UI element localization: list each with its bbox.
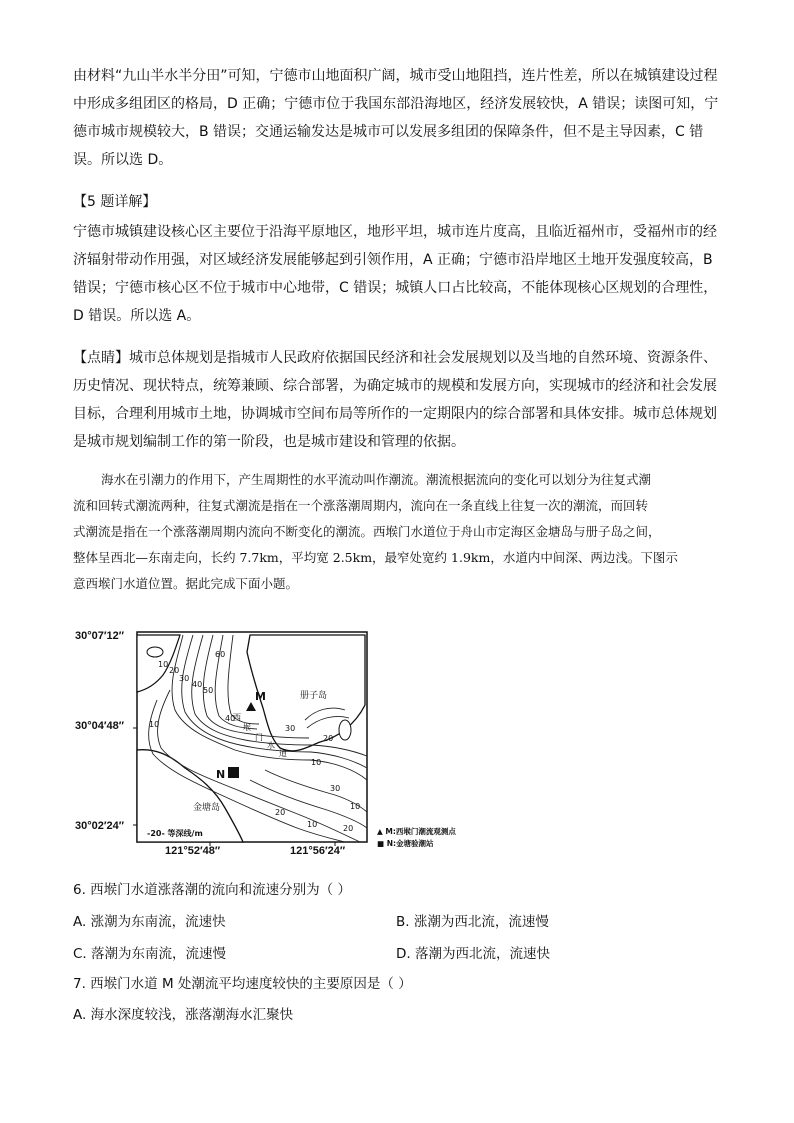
depth-label: 10 (149, 720, 160, 729)
depth-label: 20 (343, 824, 354, 833)
depth-label: 10 (158, 660, 169, 669)
depth-label: 10 (311, 758, 322, 767)
depth-label: 50 (203, 686, 214, 695)
text-line: 历史情况、现状特点，统筹兼顾、综合部署，为确定城市的规模和发展方向，实现城市的经济和社会发展 (73, 378, 717, 394)
text-line: 误。所以选 D。 (73, 152, 173, 168)
text-line: 海水在引潮力的作用下，产生周期性的水平流动叫作潮流。潮流根据流向的变化可以划分为往复式潮 (101, 472, 652, 487)
depth-label: 40 (192, 680, 203, 689)
depth-label: 20 (275, 808, 286, 817)
lat-label-top: 30°07′12″ (75, 630, 125, 642)
legend-n: ■ N:金塘验潮站 (377, 839, 434, 848)
text-line: 中形成多组团区的格局，D 正确；宁德市位于我国东部沿海地区，经济发展较快，A 错误；读图可知，宁 (73, 96, 719, 112)
text-line: 式潮流是指在一个涨落潮周期内流向不断变化的潮流。西堠门水道位于舟山市定海区金塘岛与册子岛之间， (73, 524, 661, 539)
channel-map-figure (75, 630, 495, 860)
depth-label: 30 (179, 674, 190, 683)
text-line: 意西堠门水道位置。据此完成下面小题。 (73, 576, 299, 591)
q6-stem: 6. 西堠门水道涨落潮的流向和流速分别为（ ） (73, 882, 351, 898)
q6-option-c: C. 落潮为东南流，流速慢 (73, 946, 227, 962)
n-tide-station-marker (228, 767, 239, 778)
depth-legend: -20- 等深线/m (147, 829, 203, 838)
text-line: 错误；宁德市核心区不位于城市中心地带，C 错误；城镇人口占比较高，不能体现核心区规划的合理性， (73, 280, 718, 296)
text-line: 德市城市规模较大，B 错误；交通运输发达是城市可以发展多组团的保障条件，但不是主导因素，C 错 (73, 124, 704, 140)
text-line: 【点睛】城市总体规划是指城市人民政府依据国民经济和社会发展规划以及当地的自然环境、资源条件、 (73, 350, 717, 366)
q7-option-a: A. 海水深度较浅，涨落潮海水汇聚快 (73, 1007, 294, 1023)
channel-label-char: 堠 (243, 723, 251, 732)
lat-label-mid: 30°04′48″ (75, 720, 125, 732)
q6-option-a: A. 涨潮为东南流，流速快 (73, 914, 226, 930)
text-line: 济辐射带动作用强，对区域经济发展能够起到引领作用，A 正确；宁德市沿岸地区土地开发强度较高，B (73, 252, 713, 268)
point-n-label: N (216, 768, 226, 781)
legend-m: ▲ M:西堠门潮流观测点 (377, 827, 456, 836)
depth-label: 30 (330, 784, 341, 793)
key-point-paragraph (73, 344, 723, 456)
q6-option-d: D. 落潮为西北流，流速快 (396, 946, 550, 962)
q6-option-b: B. 涨潮为西北流，流速慢 (396, 914, 549, 930)
channel-label-char: 水 (267, 741, 275, 750)
text-line: D 错误。所以选 A。 (73, 308, 201, 324)
channel-label-char: 门 (255, 733, 263, 742)
text-line: 宁德市城镇建设核心区主要位于沿海平原地区，地形平坦，城市连片度高，且临近福州市，受福州市的经 (73, 224, 717, 240)
text-line: 流和回转式潮流两种，往复式潮流是指在一个涨落潮周期内，流向在一条直线上往复一次的潮流，而回转 (73, 498, 649, 513)
answer-paragraph-5 (73, 218, 723, 330)
depth-label: 40 (225, 714, 236, 723)
q7-stem: 7. 西堠门水道 M 处潮流平均速度较快的主要原因是（ ） (73, 976, 412, 992)
text-line: 整体呈西北—东南走向，长约 7.7km，平均宽 2.5km，最窄处宽约 1.9km，水道内中间深、两边浅。下图示 (73, 550, 678, 565)
depth-label: 20 (169, 666, 180, 675)
depth-label: 30 (285, 724, 296, 733)
text-line: 由材料“九山半水半分田”可知，宁德市山地面积广阔，城市受山地阻挡，连片性差，所以在城镇建设过程 (73, 68, 718, 84)
channel-label-char: 道 (279, 749, 287, 758)
channel-label-char: 西 (233, 713, 241, 722)
text-line: 目标，合理利用城市土地，协调城市空间布局等所作的一定期限内的综合部署和具体安排。城市总体规划 (73, 406, 717, 422)
lon-label-right: 121°56′24″ (290, 845, 346, 857)
lat-label-bottom: 30°02′24″ (75, 820, 125, 832)
depth-label: 10 (350, 802, 361, 811)
text-line: 是城市规划编制工作的第一阶段，也是城市建设和管理的依据。 (73, 434, 465, 450)
depth-label: 20 (323, 734, 334, 743)
material-paragraph (73, 467, 723, 597)
depth-label: 10 (307, 820, 318, 829)
depth-label: 60 (215, 650, 226, 659)
cezi-island-label: 册子岛 (300, 691, 328, 701)
q5-heading: 【5 题详解】 (73, 194, 157, 210)
jintang-island-label: 金塘岛 (193, 803, 221, 813)
lon-label-left: 121°52′48″ (165, 845, 221, 857)
answer-paragraph-4 (73, 62, 723, 174)
point-m-label: M (255, 690, 266, 703)
